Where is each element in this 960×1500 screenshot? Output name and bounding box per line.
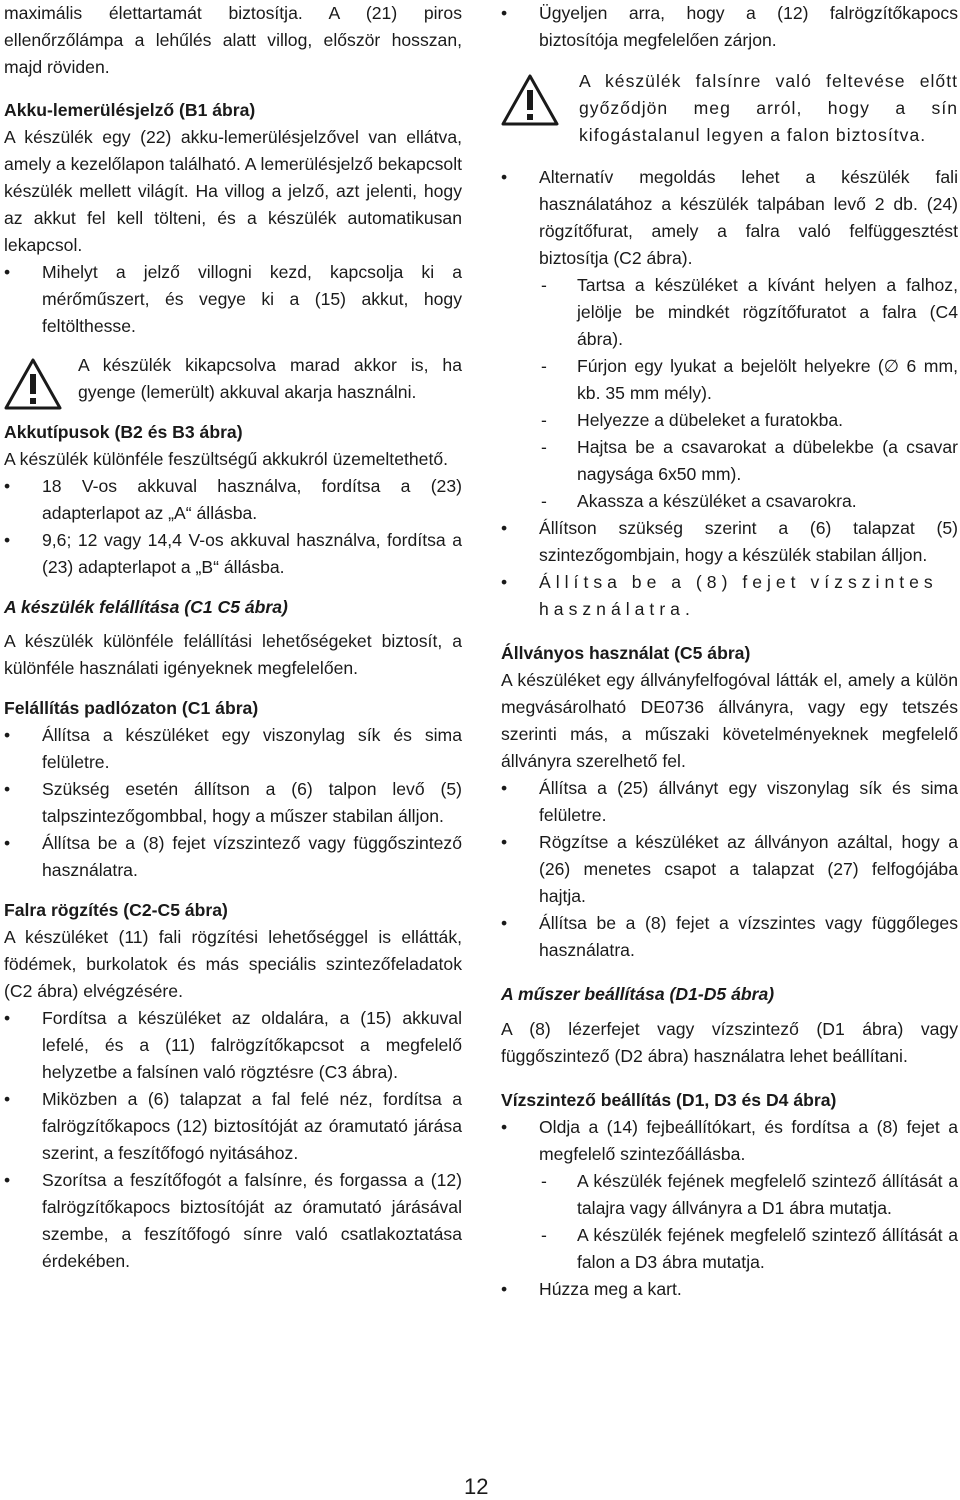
left-column bbox=[4, 0, 462, 1275]
bullet-floor-2: • Szükség esetén állítson a (6) talpon levő (5) talpszintezőgombbal, hogy a műszer stabilan álljon. bbox=[4, 776, 462, 830]
heading-adjust: A műszer beállítása (D1-D5 ábra) bbox=[501, 984, 775, 1004]
heading-battery-indicator: Akku-lemerülésjelző (B1 ábra) bbox=[4, 100, 256, 120]
dash-alt-5: - Akassza a készüléket a csavarokra. bbox=[501, 488, 958, 515]
right-column bbox=[501, 0, 958, 1303]
dash-horizontal-1: - A készülék fejének megfelelő szintező állítását a talajra vagy állványra a D1 ábra mutatja. bbox=[501, 1168, 958, 1222]
bullet-lock: • Ügyeljen arra, hogy a (12) falrögzítőkapocs biztosítója megfelelően zárjon. bbox=[501, 0, 958, 54]
warning-rail-text: A készülék falsínre való feltevése előtt győződjön meg arról, hogy a sín kifogástalanul legyen a falon biztosítva. bbox=[579, 71, 958, 145]
warning-icon bbox=[4, 358, 62, 410]
heading-floor: Felállítás padlózaton (C1 ábra) bbox=[4, 698, 259, 718]
warning-battery-text: A készülék kikapcsolva marad akkor is, ha gyenge (lemerült) akkuval akarja használni. bbox=[78, 355, 462, 402]
dash-alt-2: - Fúrjon egy lyukat a bejelölt helyekre (∅ 6 mm, kb. 35 mm mély). bbox=[501, 353, 958, 407]
dash-horizontal-2: - A készülék fejének megfelelő szintező állítását a falon a D3 ábra mutatja. bbox=[501, 1222, 958, 1276]
bullet-tripod-3: • Állítsa be a (8) fejet a vízszintes vagy függőleges használatra. bbox=[501, 910, 958, 964]
heading-battery-types: Akkutípusok (B2 és B3 ábra) bbox=[4, 422, 243, 442]
dash-alt-4: - Hajtsa be a csavarokat a dübelekbe (a csavar nagysága 6x50 mm). bbox=[501, 434, 958, 488]
warning-battery bbox=[4, 352, 462, 406]
bullet-floor-3: • Állítsa be a (8) fejet vízszintező vagy függőszintező használatra. bbox=[4, 830, 462, 884]
bullet-wall-2: • Miközben a (6) talapzat a fal felé néz, fordítsa a falrögzítőkapocs (12) biztosítóját az óramutató járása szerint, a feszítőfogó nyitásához. bbox=[4, 1086, 462, 1167]
bullet-types-2: • 9,6; 12 vagy 14,4 V-os akkuval használva, fordítsa a (23) adapterlapot a „B“ állásba. bbox=[4, 527, 462, 581]
page-number: 12 bbox=[464, 1474, 489, 1499]
heading-wall: Falra rögzítés (C2-C5 ábra) bbox=[4, 900, 228, 920]
bullet-types-1: • 18 V-os akkuval használva, fordítsa a (23) adapterlapot az „A“ állásba. bbox=[4, 473, 462, 527]
bullet-alternative: • Alternatív megoldás lehet a készülék fali használatához a készülék talpában levő 2 db. (24) rögzítőfurat, amely a falra való felfüggesztést biztosítja (C2 ábra). bbox=[501, 164, 958, 272]
warning-rail bbox=[501, 68, 958, 149]
bullet-tripod-1: • Állítsa a (25) állványt egy viszonylag sík és sima felületre. bbox=[501, 775, 958, 829]
dash-alt-1: - Tartsa a készüléket a kívánt helyen a falhoz, jelölje be mindkét rögzítőfuratot a falra (C4 ábra). bbox=[501, 272, 958, 353]
bullet-head: • Állítsa be a (8) fejet vízszintes használatra. bbox=[501, 569, 958, 623]
bullet-wall-1: • Fordítsa a készüléket az oldalára, a (15) akkuval lefelé, és a (11) falrögzítőkapcsot a megfelelő helyzetbe a falsínen való rögztésre (C3 ábra). bbox=[4, 1005, 462, 1086]
bullet-battery: • Mihelyt a jelző villogni kezd, kapcsolja ki a mérőműszert, és vegye ki a (15) akkut, hogy feltölthesse. bbox=[4, 259, 462, 340]
dash-alt-3: - Helyezze a dübeleket a furatokba. bbox=[501, 407, 958, 434]
paragraph-adjust: A (8) lézerfejet vagy vízszintező (D1 ábra) vagy függőszintező (D2 ábra) használatra lehet beállítani. bbox=[501, 1019, 958, 1066]
bullet-tripod-2: • Rögzítse a készüléket az állványon azáltal, hogy a (26) menetes csapot a talapzat (27) felfogójába hajtja. bbox=[501, 829, 958, 910]
heading-setup: A készülék felállítása (C1 C5 ábra) bbox=[4, 597, 288, 617]
heading-tripod: Állványos használat (C5 ábra) bbox=[501, 643, 751, 663]
warning-icon bbox=[501, 74, 559, 126]
paragraph-tripod: A készüléket egy állványfelfogóval látták el, amely a külön megvásárolható DE0736 állványra, vagy egy tetszés szerinti más, a műszaki követelményeknek megfelelő állványra szerelhető fel. bbox=[501, 670, 958, 771]
bullet-wall-3: • Szorítsa a feszítőfogót a falsínre, és forgassa a (12) falrögzítőkapocs biztosítóját az óramutató járásával szembe, a feszítőfogó sínre való csatlakoztatása érdekében. bbox=[4, 1167, 462, 1275]
heading-horizontal: Vízszintező beállítás (D1, D3 és D4 ábra) bbox=[501, 1090, 837, 1110]
paragraph-setup: A készülék különféle felállítási lehetőségeket biztosít, a különféle használati igényeknek megfelelően. bbox=[4, 631, 462, 678]
bullet-floor-1: • Állítsa a készüléket egy viszonylag sík és sima felületre. bbox=[4, 722, 462, 776]
paragraph-wall: A készüléket (11) fali rögzítési lehetőséggel is ellátták, födémek, burkolatok és más speciális szintezőfeladatok (C2 ábra) elvégzésére. bbox=[4, 927, 462, 1001]
paragraph-battery-types: A készülék különféle feszültségű akkukról üzemeltethető. bbox=[4, 449, 449, 469]
bullet-level: • Állítson szükség szerint a (6) talapzat (5) szintezőgombjain, hogy a készülék stabilan álljon. bbox=[501, 515, 958, 569]
bullet-horizontal-2: • Húzza meg a kart. bbox=[501, 1276, 958, 1303]
bullet-horizontal-1: • Oldja a (14) fejbeállítókart, és fordítsa a (8) fejet a megfelelő szintezőállásba. bbox=[501, 1114, 958, 1168]
paragraph-battery-indicator: A készülék egy (22) akku-lemerülésjelzővel van ellátva, amely a kezelőlapon található. A lemerülésjelző bekapcsolt készülék mellett világít. Ha villog a jelző, azt jelenti, hogy az akkut fel kell tölteni, és a készülék automatikusan lekapcsol. bbox=[4, 127, 462, 255]
paragraph-intro: maximális élettartamát biztosítja. A (21) piros ellenőrzőlámpa a lehűlés alatt villog, először hosszan, majd röviden. bbox=[4, 3, 462, 77]
